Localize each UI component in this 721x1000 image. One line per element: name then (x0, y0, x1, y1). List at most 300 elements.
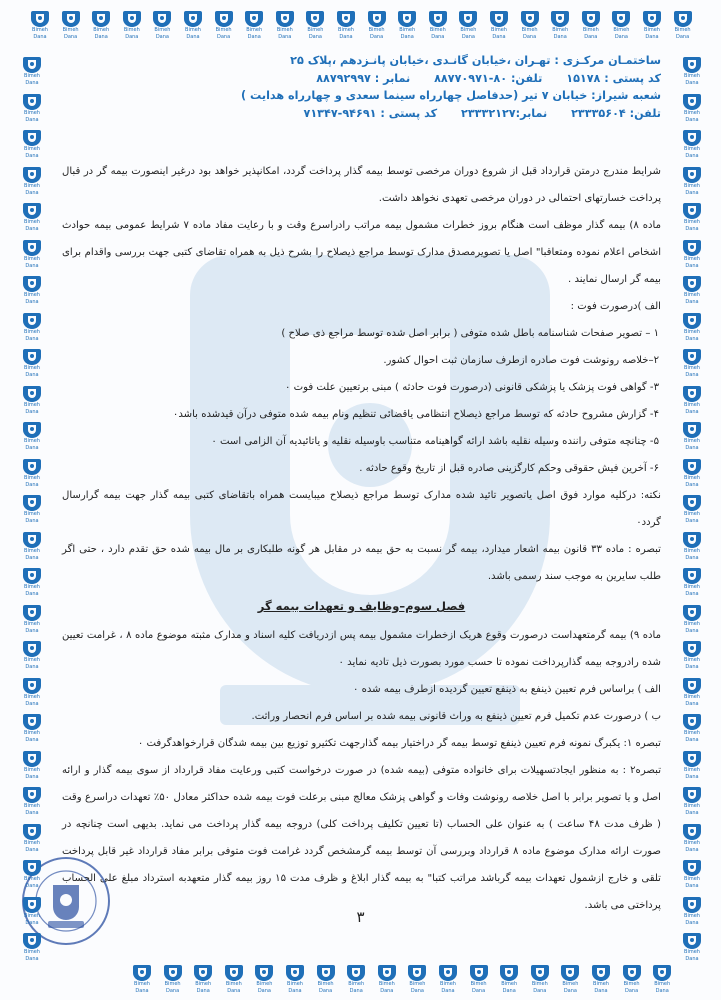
logo-caption: Bimeh Dana (440, 981, 456, 994)
logo-caption: Bimeh Dana (24, 109, 40, 123)
border-logo-icon (558, 964, 582, 994)
border-logo-icon (497, 964, 521, 994)
border-logo-icon (436, 964, 460, 994)
border-logo-icon (680, 677, 704, 707)
logo-mark-icon (122, 10, 142, 27)
logo-mark-icon (682, 896, 702, 913)
border-logo-icon (680, 312, 704, 342)
logo-mark-icon (397, 10, 417, 27)
logo-caption: Bimeh Dana (684, 292, 700, 305)
border-logo-icon (680, 166, 704, 196)
border-logo-icon (589, 964, 613, 994)
border-logo-icon (680, 56, 704, 86)
logo-caption: Bimeh Dana (654, 981, 671, 994)
logo-mark-icon (499, 964, 519, 981)
border-logo-icon (20, 348, 44, 378)
branch-postal: کد پستی : ۹۴۶۹۱-۷۱۳۴۷ (303, 106, 438, 120)
border-logo-icon (20, 239, 44, 269)
logo-mark-icon (22, 640, 42, 657)
logo-mark-icon (22, 202, 42, 219)
logo-caption: Bimeh Dana (684, 693, 700, 707)
logo-mark-icon (132, 964, 152, 981)
border-logo-icon (20, 677, 44, 707)
logo-mark-icon (438, 964, 458, 981)
border-logo-icon (20, 275, 44, 305)
border-logo-icon (20, 166, 44, 196)
logo-mark-icon (346, 964, 366, 981)
logo-mark-icon (682, 531, 702, 548)
page-number: ۳ (356, 908, 365, 926)
logo-mark-icon (581, 10, 601, 27)
list-item: ۴- گزارش مشروح حادثه که توسط مراجع ذیصلاح انتظامی یاقضائی تنظیم ونام بیمه شده متوفی درآن قیدشده باشد۰ (172, 409, 659, 420)
logo-mark-icon (611, 10, 631, 27)
border-logo-icon (20, 56, 44, 86)
border-logo-icon (20, 494, 44, 524)
border-logo-icon (344, 964, 368, 994)
logo-mark-icon (682, 932, 702, 949)
logo-mark-icon (22, 275, 42, 292)
paragraph-leave: شرایط مندرج درمتن قرارداد قبل از شروع دوران مرخصی توسط بیمه گذار پرداخت گردد، امکانپذیر خواهد بود درغیر اینصورت بیمه گر در قبال پرداخت خسارتهای احتمالی در دوران مرخصی تعهدی نخواهد داشت. (62, 166, 661, 204)
branch-fax: نمابر:۲۳۳۳۲۱۲۷ (461, 106, 548, 120)
border-logo-icon (680, 385, 704, 415)
logo-mark-icon (550, 10, 570, 27)
logo-caption: Bimeh Dana (684, 109, 700, 123)
header-fax: نمابر : ۸۸۷۹۲۹۹۷ (316, 71, 411, 85)
logo-caption: Bimeh Dana (185, 27, 201, 40)
logo-mark-icon (682, 750, 702, 767)
note: نکته: درکلیه موارد فوق اصل یاتصویر تائید شده مدارک توسط مراجع ذیصلاح میبایست همراه باتقاضای کتبی بیمه گذار جهت بیمه گرارسال گردد۰ (62, 490, 661, 528)
border-logo-icon (20, 531, 44, 561)
logo-caption: Bimeh Dana (684, 620, 700, 634)
logo-caption: Bimeh Dana (684, 766, 700, 780)
border-logo-icon (161, 964, 185, 994)
logo-mark-icon (682, 786, 702, 803)
border-logo-icon (20, 202, 44, 232)
logo-caption: Bimeh Dana (684, 401, 700, 415)
logo-mark-icon (285, 964, 305, 981)
logo-mark-icon (22, 567, 42, 584)
border-logo-icon (467, 964, 491, 994)
logo-caption: Bimeh Dana (470, 981, 487, 994)
logo-mark-icon (407, 964, 427, 981)
header-branch: شعبه شیراز: خیابان ۷ تیر (حدفاصل چهارراه سینما سعدی و چهارراه هدایت ) (241, 89, 661, 102)
border-logo-icon (650, 964, 674, 994)
logo-caption: Bimeh Dana (684, 182, 700, 196)
border-logo-icon (181, 10, 205, 40)
logo-mark-icon (152, 10, 172, 27)
logo-caption: Bimeh Dana (24, 401, 40, 415)
header-address: ساختمـان مرکـزی : تهـران ،خیابان گانـدی ،خیابان پانـزدهم ،پلاک ۲۵ (290, 54, 661, 67)
logo-mark-icon (458, 10, 478, 27)
logo-caption: Bimeh Dana (24, 949, 40, 962)
logo-caption: Bimeh Dana (684, 547, 700, 561)
logo-caption: Bimeh Dana (378, 981, 395, 994)
logo-caption: Bimeh Dana (348, 981, 365, 994)
logo-mark-icon (22, 421, 42, 438)
logo-caption: Bimeh Dana (24, 803, 40, 816)
logo-mark-icon (682, 713, 702, 730)
logo-mark-icon (682, 166, 702, 183)
logo-caption: Bimeh Dana (552, 27, 569, 40)
logo-mark-icon (61, 10, 81, 27)
logo-caption: Bimeh Dana (562, 981, 579, 994)
article-9: ماده ۹) بیمه گرمتعهداست درصورت وقوع هریک ازخطرات مشمول بیمه پس ازدریافت کلیه اسناد و مدارک مثبته موضوع ماده ۸ ، غرامت تعیین شده رادروجه بیمه گذارپرداخت نموده تا حسب مورد بصورت ذیل تادیه نماید ۰ (62, 630, 662, 668)
border-logo-icon (680, 713, 704, 743)
border-logo-icon (487, 10, 511, 40)
logo-caption: Bimeh Dana (24, 146, 40, 159)
logo-mark-icon (642, 10, 662, 27)
logo-mark-icon (254, 964, 274, 981)
logo-caption: Bimeh Dana (24, 584, 40, 597)
logo-caption: Bimeh Dana (684, 657, 700, 670)
logo-caption: Bimeh Dana (684, 219, 700, 232)
border-logo-icon (680, 275, 704, 305)
logo-caption: Bimeh Dana (24, 182, 40, 196)
logo-caption: Bimeh Dana (24, 365, 40, 378)
list-item: ۲–خلاصه رونوشت فوت صادره ازطرف سازمان ثبت احوال کشور. (383, 355, 659, 366)
logo-caption: Bimeh Dana (24, 693, 40, 707)
logo-mark-icon (224, 964, 244, 981)
logo-mark-icon (30, 10, 50, 27)
logo-mark-icon (22, 896, 42, 913)
logo-caption: Bimeh Dana (134, 981, 150, 994)
logo-mark-icon (622, 964, 642, 981)
logo-mark-icon (22, 823, 42, 840)
border-logo-icon (20, 312, 44, 342)
logo-mark-icon (682, 823, 702, 840)
border-logo-icon (252, 964, 276, 994)
logo-caption: Bimeh Dana (531, 981, 548, 994)
border-logo-icon (120, 10, 144, 40)
logo-mark-icon (682, 421, 702, 438)
logo-mark-icon (682, 677, 702, 694)
logo-caption: Bimeh Dana (684, 803, 700, 816)
logo-mark-icon (682, 604, 702, 621)
logo-mark-icon (316, 964, 336, 981)
border-logo-icon (20, 932, 44, 962)
border-logo-icon (640, 10, 664, 40)
logo-caption: Bimeh Dana (307, 27, 324, 40)
border-logo-icon (130, 964, 154, 994)
border-logo-icon (680, 531, 704, 561)
logo-caption: Bimeh Dana (684, 474, 700, 488)
border-logo-icon (20, 896, 44, 926)
border-logo-icon (456, 10, 480, 40)
header-phone: تلفن: ۸۰-۸۸۷۷۰۹۷۱ (434, 71, 543, 85)
logo-mark-icon (591, 964, 611, 981)
logo-caption: Bimeh Dana (317, 981, 334, 994)
logo-mark-icon (275, 10, 295, 27)
list-item: ۳- گواهی فوت پزشک یا پزشکی قانونی (درصورت فوت حادثه ) مبنی برتعیین علت فوت ۰ (285, 382, 659, 393)
document-body (62, 158, 661, 919)
logo-caption: Bimeh Dana (521, 27, 538, 40)
logo-caption: Bimeh Dana (684, 912, 700, 926)
logo-mark-icon (22, 750, 42, 767)
logo-caption: Bimeh Dana (24, 730, 40, 743)
border-logo-icon (680, 932, 704, 962)
border-logo-icon (528, 964, 552, 994)
logo-caption: Bimeh Dana (24, 73, 40, 86)
logo-caption: Bimeh Dana (684, 328, 700, 342)
border-logo-icon (548, 10, 572, 40)
logo-mark-icon (530, 964, 550, 981)
border-logo-icon (20, 786, 44, 816)
logo-caption: Bimeh Dana (623, 981, 640, 994)
logo-caption: Bimeh Dana (287, 981, 303, 994)
logo-caption: Bimeh Dana (409, 981, 426, 994)
logo-mark-icon (673, 10, 693, 27)
border-logo-icon (680, 421, 704, 451)
logo-caption: Bimeh Dana (491, 27, 507, 40)
border-logo-icon (20, 859, 44, 889)
border-logo-icon (20, 567, 44, 597)
border-logo-icon (680, 202, 704, 232)
logo-caption: Bimeh Dana (338, 27, 354, 40)
logo-mark-icon (682, 312, 702, 329)
border-logo-icon (518, 10, 542, 40)
header-postal: کد پستی : ۱۵۱۷۸ (566, 71, 661, 85)
border-logo-icon (680, 859, 704, 889)
logo-caption: Bimeh Dana (593, 981, 609, 994)
logo-caption: Bimeh Dana (93, 27, 110, 40)
logo-mark-icon (336, 10, 356, 27)
logo-caption: Bimeh Dana (24, 219, 40, 232)
logo-mark-icon (682, 129, 702, 146)
logo-mark-icon (377, 964, 397, 981)
logo-mark-icon (214, 10, 234, 27)
border-logo-icon (212, 10, 236, 40)
logo-caption: Bimeh Dana (24, 657, 40, 670)
logo-caption: Bimeh Dana (24, 255, 40, 269)
logo-caption: Bimeh Dana (24, 511, 40, 524)
logo-caption: Bimeh Dana (684, 511, 700, 524)
logo-mark-icon (22, 713, 42, 730)
section-title: فصل سوم–وظایف و تعهدات بیمه گر (257, 599, 466, 613)
logo-caption: Bimeh Dana (582, 27, 599, 40)
logo-mark-icon (682, 385, 702, 402)
logo-mark-icon (469, 964, 489, 981)
border-logo-icon (680, 750, 704, 780)
border-logo-icon (20, 129, 44, 159)
logo-caption: Bimeh Dana (684, 73, 700, 86)
logo-mark-icon (22, 458, 42, 475)
logo-mark-icon (22, 56, 42, 73)
logo-mark-icon (520, 10, 540, 27)
border-logo-icon (303, 10, 327, 40)
logo-caption: Bimeh Dana (24, 876, 40, 889)
logo-mark-icon (244, 10, 264, 27)
border-logo-icon (334, 10, 358, 40)
logo-caption: Bimeh Dana (460, 27, 477, 40)
border-logo-icon (20, 421, 44, 451)
logo-caption: Bimeh Dana (684, 949, 700, 962)
logo-caption: Bimeh Dana (62, 27, 79, 40)
logo-mark-icon (367, 10, 387, 27)
logo-mark-icon (682, 93, 702, 110)
logo-mark-icon (163, 964, 183, 981)
border-logo-icon (20, 713, 44, 743)
logo-caption: Bimeh Dana (684, 584, 700, 597)
note-1: تبصره ۱: یکبرگ نمونه فرم تعیین ذینفع توسط بیمه گر دراختیار بیمه گذارجهت تکثیرو توزیع بین بیمه شدگان قرارخواهدگرفت ۰ (137, 738, 661, 749)
list-item: ۵- چنانچه متوفی راننده وسیله نقلیه باشد ارائه گواهینامه متناسب باوسیله نقلیه و یاتائیدیه آن الزامی است ۰ (211, 436, 659, 447)
header-branch-contact-row (61, 105, 661, 123)
logo-caption: Bimeh Dana (644, 27, 660, 40)
border-logo-icon (20, 604, 44, 634)
article-8: ماده ۸) بیمه گذار موظف است هنگام بروز خطرات مشمول بیمه مراتب رادراسرع وقت و با رعایت مفاد ماده ۷ شرایط عمومی بیمه حوادث اشخاص اعلام نموده ومتعاقبا" اصل یا تصویرمصدق مدارک توسط مراجع ذیصلاح را بشرح ذیل به همراه تقاضای کتبی جهت بررسی واقدام برای بیمه گر ارسال نمایند . (62, 220, 661, 285)
logo-mark-icon (652, 964, 672, 981)
logo-caption: Bimeh Dana (123, 27, 140, 40)
logo-caption: Bimeh Dana (684, 438, 700, 451)
border-logo-icon (680, 604, 704, 634)
logo-mark-icon (22, 348, 42, 365)
border-logo-icon (365, 10, 389, 40)
logo-caption: Bimeh Dana (24, 328, 40, 342)
logo-mark-icon (428, 10, 448, 27)
logo-caption: Bimeh Dana (246, 27, 263, 40)
logo-caption: Bimeh Dana (24, 766, 40, 780)
logo-caption: Bimeh Dana (613, 27, 630, 40)
logo-mark-icon (22, 166, 42, 183)
logo-caption: Bimeh Dana (684, 730, 700, 743)
border-logo-icon (680, 823, 704, 853)
border-logo-icon (680, 896, 704, 926)
logo-caption: Bimeh Dana (24, 912, 40, 926)
border-logo-icon (314, 964, 338, 994)
border-logo-icon (620, 964, 644, 994)
border-logo-icon (20, 385, 44, 415)
letterhead (61, 52, 661, 122)
border-logo-icon (680, 129, 704, 159)
border-logo-icon (20, 93, 44, 123)
logo-caption: Bimeh Dana (215, 27, 232, 40)
logo-mark-icon (22, 239, 42, 256)
article-9-be: ب ) درصورت عدم تکمیل فرم تعیین ذینفع به وراث قانونی بیمه شده بر اساس فرم انحصار وراثت. (251, 711, 661, 722)
logo-mark-icon (183, 10, 203, 27)
logo-caption: Bimeh Dana (399, 27, 416, 40)
logo-caption: Bimeh Dana (684, 839, 700, 853)
logo-mark-icon (682, 202, 702, 219)
logo-caption: Bimeh Dana (684, 146, 700, 159)
border-logo-icon (680, 239, 704, 269)
border-logo-icon (20, 823, 44, 853)
logo-caption: Bimeh Dana (684, 255, 700, 269)
article-9-alef: الف ) براساس فرم تعیین ذینفع به ذینفع تعیین گردیده ازطرف بیمه شده ۰ (352, 684, 661, 695)
logo-caption: Bimeh Dana (24, 620, 40, 634)
logo-mark-icon (682, 239, 702, 256)
border-logo-icon (426, 10, 450, 40)
logo-mark-icon (22, 786, 42, 803)
logo-mark-icon (22, 859, 42, 876)
logo-mark-icon (682, 458, 702, 475)
logo-caption: Bimeh Dana (32, 27, 48, 40)
list-item: ۶- آخرین فیش حقوقی وحکم کارگزینی صادره قبل از تاریخ وقوع حادثه . (359, 463, 659, 474)
branch-phone: تلفن: ۲۳۳۳۵۶۰۴ (571, 106, 661, 120)
logo-mark-icon (22, 312, 42, 329)
border-logo-icon (191, 964, 215, 994)
logo-caption: Bimeh Dana (24, 474, 40, 488)
logo-mark-icon (682, 56, 702, 73)
logo-mark-icon (22, 677, 42, 694)
border-logo-icon (579, 10, 603, 40)
logo-caption: Bimeh Dana (256, 981, 273, 994)
logo-mark-icon (193, 964, 213, 981)
border-logo-icon (680, 786, 704, 816)
logo-caption: Bimeh Dana (368, 27, 385, 40)
logo-caption: Bimeh Dana (684, 876, 700, 889)
logo-mark-icon (560, 964, 580, 981)
note-article-33: تبصره : ماده ۳۳ قانون بیمه اشعار میدارد، بیمه گر نسبت به حق بیمه در مقابل هر گونه طلبکاری بر مال بیمه شده حق تقدم دارد ، حتی اگر طلب سایرین به موجب سند رسمی باشد. (62, 544, 661, 582)
logo-mark-icon (682, 640, 702, 657)
logo-mark-icon (682, 348, 702, 365)
logo-mark-icon (22, 385, 42, 402)
logo-caption: Bimeh Dana (24, 547, 40, 561)
logo-mark-icon (22, 531, 42, 548)
border-logo-icon (395, 10, 419, 40)
logo-caption: Bimeh Dana (674, 27, 691, 40)
logo-caption: Bimeh Dana (24, 839, 40, 853)
logo-mark-icon (682, 494, 702, 511)
list-item: ۱ – تصویر صفحات شناسنامه باطل شده متوفی ( برابر اصل شده توسط مراجع ذی صلاح ) (281, 328, 659, 339)
logo-mark-icon (22, 604, 42, 621)
logo-caption: Bimeh Dana (429, 27, 446, 40)
border-logo-icon (28, 10, 52, 40)
logo-caption: Bimeh Dana (24, 438, 40, 451)
note-2: تبصره۲ : به منظور ایجادتسهیلات برای خانواده متوفی (بیمه شده) در صورت درخواست کتبی ورعایت مفاد قرارداد از سوی بیمه گذار و ارائه اصل و یا تصویر برابر با اصل خلاصه رونوشت وفات و گواهی پزشک معالج مبنی برعلت فوت بیمه شده حداکثر معادل ۵۰٪ تعهدات دراسرع وقت ( ظرف مدت ۴۸ ساعت ) به عنوان علی الحساب (تا تعیین تکلیف پرداخت کلی) دروجه بیمه گذار پرداخت می نماید. بدیهی است چنانچه در صورت ارائه مدارک موضوع ماده ۸ قرارداد وبررسی آن توسط بیمه گرمشخص گردد غرامت فوت متوفی برابر مفاد قرارداد غیر قابل پرداخت تلقی و خارج ازشمول تعهدات بیمه گرباشد مراتب کتبا" به بیمه گذار ابلاغ و ظرف مدت ۱۵ روز بیمه گذار متعهدبه استرداد مبلغ علی الحساب پرداختی می باشد. (62, 765, 661, 911)
logo-mark-icon (682, 275, 702, 292)
logo-mark-icon (305, 10, 325, 27)
logo-mark-icon (682, 567, 702, 584)
border-logo-icon (283, 964, 307, 994)
logo-caption: Bimeh Dana (501, 981, 518, 994)
border-logo-icon (680, 348, 704, 378)
logo-mark-icon (682, 859, 702, 876)
border-logo-icon (222, 964, 246, 994)
border-logo-icon (59, 10, 83, 40)
border-logo-icon (680, 640, 704, 670)
logo-mark-icon (22, 129, 42, 146)
border-logo-icon (671, 10, 695, 40)
death-case-title: الف )درصورت فوت : (570, 301, 661, 312)
border-logo-icon (20, 458, 44, 488)
border-logo-icon (680, 567, 704, 597)
border-logo-icon (20, 640, 44, 670)
border-logo-icon (242, 10, 266, 40)
logo-caption: Bimeh Dana (225, 981, 242, 994)
logo-caption: Bimeh Dana (276, 27, 293, 40)
border-logo-icon (405, 964, 429, 994)
logo-mark-icon (22, 932, 42, 949)
header-contact-row (61, 70, 661, 88)
border-logo-icon (89, 10, 113, 40)
border-logo-icon (680, 93, 704, 123)
logo-caption: Bimeh Dana (154, 27, 171, 40)
border-logo-icon (273, 10, 297, 40)
logo-mark-icon (22, 93, 42, 110)
logo-caption: Bimeh Dana (164, 981, 181, 994)
logo-caption: Bimeh Dana (684, 365, 700, 378)
logo-mark-icon (91, 10, 111, 27)
border-logo-icon (609, 10, 633, 40)
border-logo-icon (680, 494, 704, 524)
logo-caption: Bimeh Dana (24, 292, 40, 305)
logo-caption: Bimeh Dana (195, 981, 212, 994)
logo-mark-icon (489, 10, 509, 27)
border-logo-icon (20, 750, 44, 780)
border-logo-icon (375, 964, 399, 994)
border-logo-icon (150, 10, 174, 40)
border-logo-icon (680, 458, 704, 488)
logo-mark-icon (22, 494, 42, 511)
